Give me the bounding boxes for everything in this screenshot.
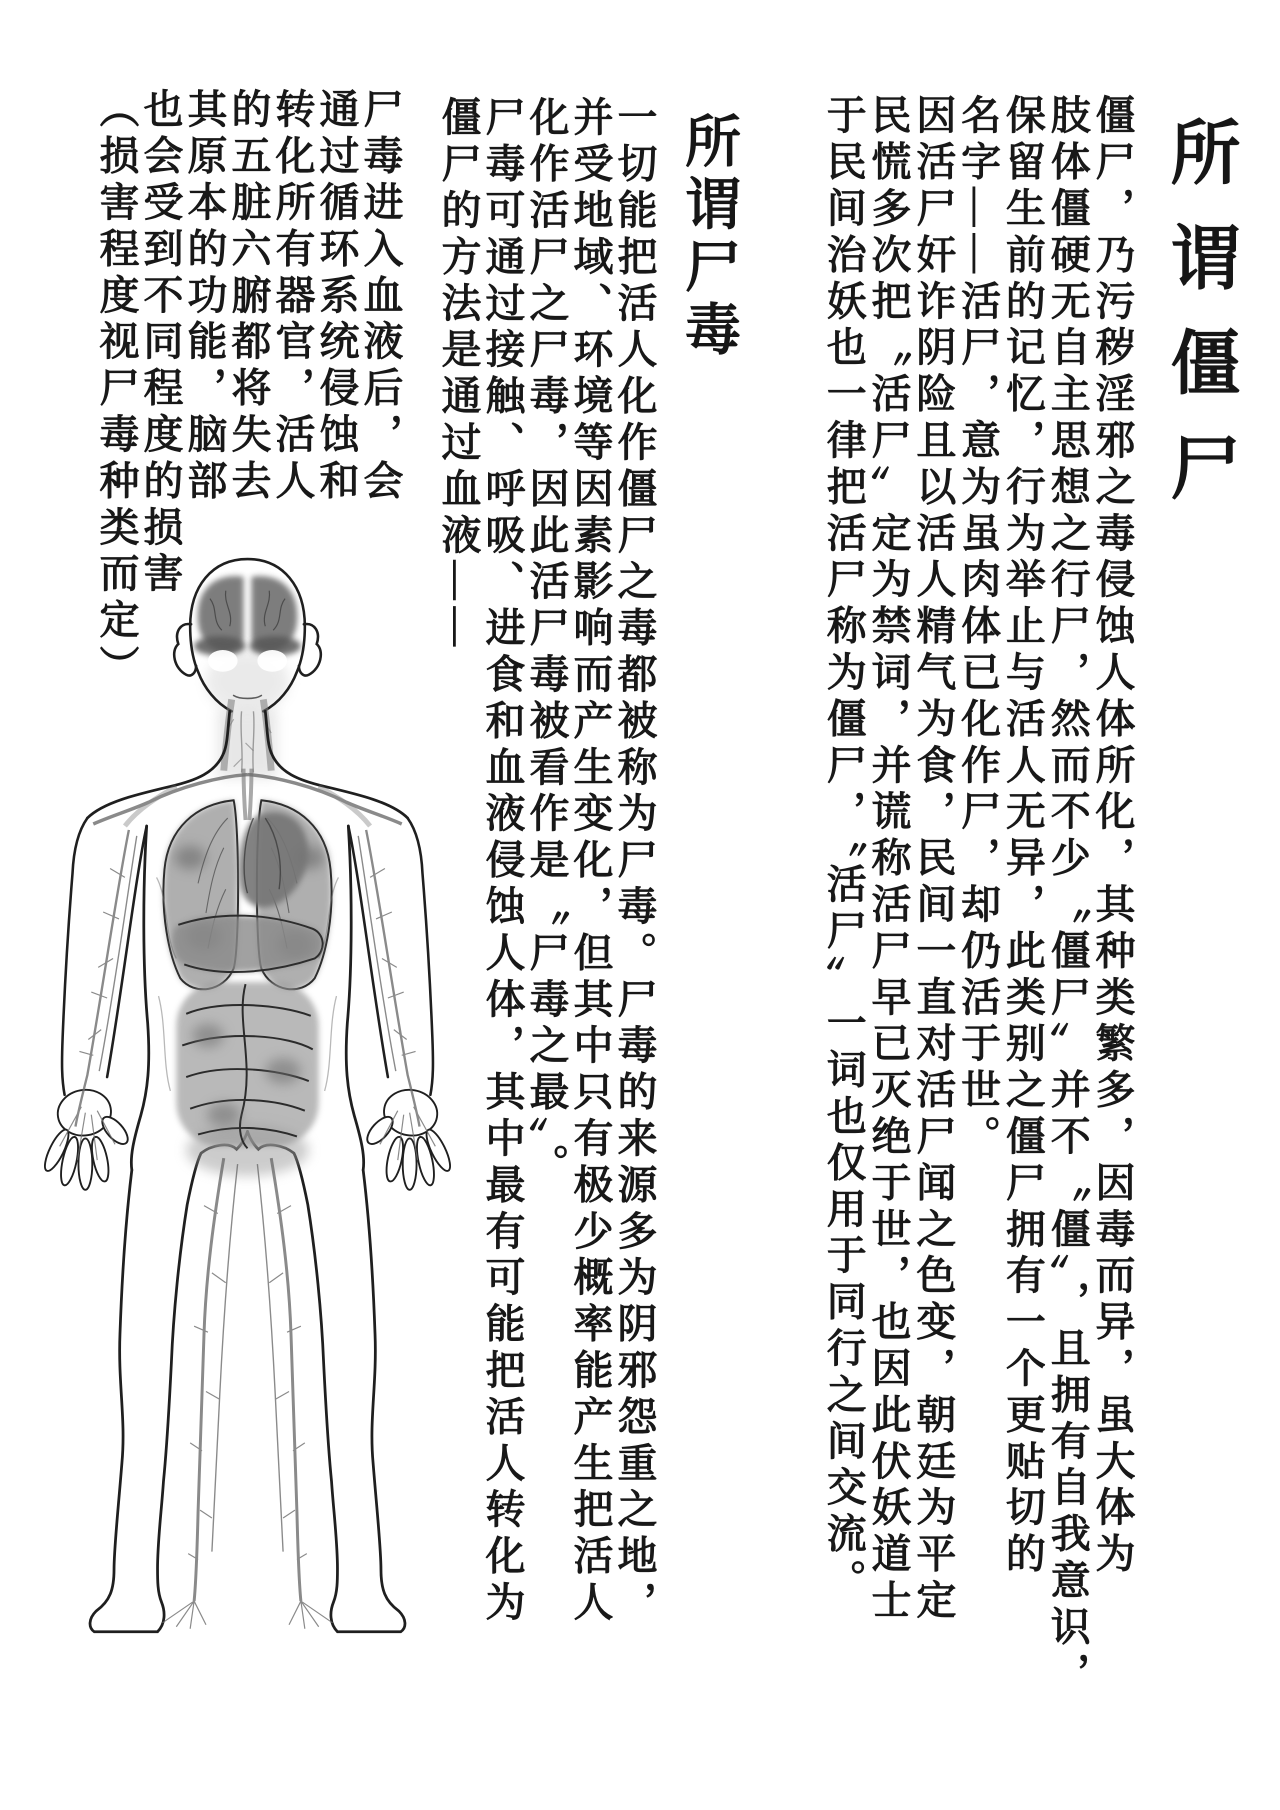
brain [194,576,301,656]
jiangshi-column: 名字——活尸，意为虽肉体已化作尸，却仍活于世。 [955,94,1001,1162]
shidu-column: 僵尸的方法是通过血液—— [436,96,481,653]
section-body-jiangshi [818,94,1134,1794]
shidu-column: 并受地域、环境等因素影响而产生变化，但其中只有极少概率能产生把活人 [568,96,613,1628]
jiangshi-column: 僵尸，乃污秽淫邪之毒侵蚀人体所化，其种类繁多，因毒而异，虽大体为 [1090,94,1135,1579]
blood-column: 尸毒进入血液后，会 [358,88,403,506]
blood-column: 其原本的功能，脑部 [182,88,227,506]
shidu-column: 尸毒可通过接触、呼吸、进食和血液侵蚀人体，其中最有可能把活人转化为 [480,96,525,1628]
blood-column: 转化所有器官，活人 [270,88,315,506]
shidu-column: 一切能把活人化作僵尸之毒都被称为尸毒。尸毒的来源多为阴邪怨重之地， [612,96,657,1628]
section-title-jiangshi: 所谓僵尸 [1160,116,1237,536]
blood-column: （损害程度视尸毒种类而定） [94,88,139,692]
jiangshi-column: 因活尸奸诈阴险且以活人精气为食，民间一直对活尸闻之色变，朝廷为平定 [910,94,956,1626]
blood-column: 也会受到不同程度的损害 [138,88,183,599]
jiangshi-column: 肢体僵硬无自主思想之行尸，然而不少〝僵尸〞并不〝僵〞，且拥有自我意识， [1045,94,1091,1698]
shidu-column: 化作活尸之尸毒，因此活尸毒被看作是〝尸毒之最〞。 [524,96,569,1190]
blood-vessels [60,775,436,1629]
blood-column: 的五脏六腑都将失去 [226,88,271,506]
blood-column: 通过循环系统侵蚀和 [314,88,359,506]
intestines [176,982,318,1176]
anatomical-figure [30,515,465,1655]
liver [172,916,323,972]
legs-outline [90,1131,405,1631]
jiangshi-column: 民慌多次把〝活尸〞定为禁词，并谎称活尸早已灭绝于世，也因此伏妖道士 [866,94,912,1626]
jiangshi-column: 于民间治妖也一律把活尸称为僵尸，〝活尸〞一词也仅用于同行之间交流。 [821,94,867,1606]
jiangshi-column: 保留生前的记忆，行为举止与活人无异，此类别之僵尸拥有一个更贴切的 [1000,94,1046,1579]
section-title-shidu: 所谓尸毒 [677,112,739,363]
